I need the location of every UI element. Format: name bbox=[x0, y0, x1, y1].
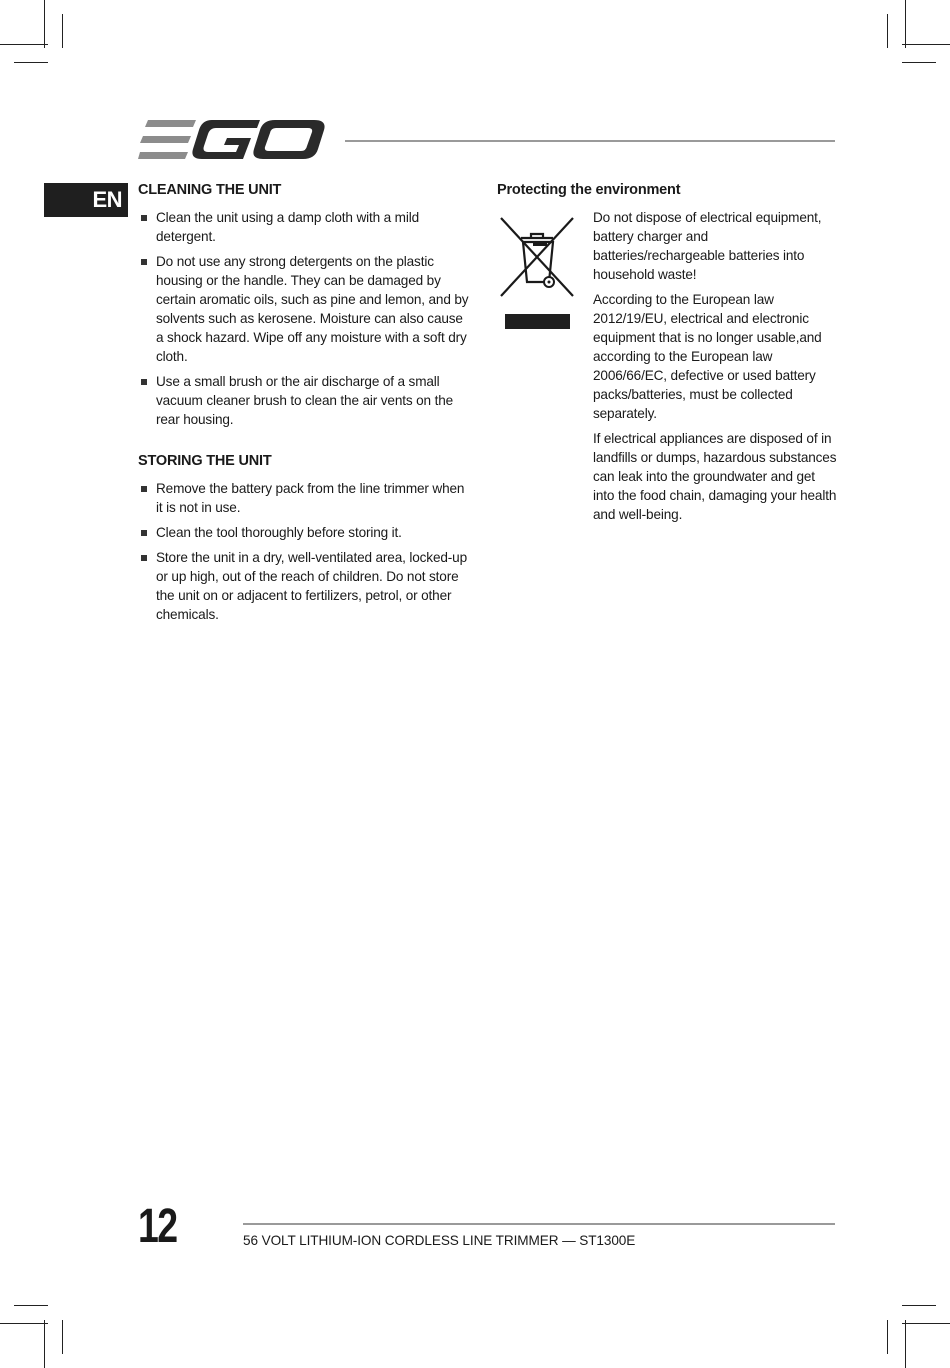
paragraph: According to the European law 2012/19/EU, electrical and electronic equipment that is no longer usable,and according to the European law 2006/66/EC, defective or used battery packs/batteries, must be collected separately. bbox=[593, 292, 822, 421]
environment-section bbox=[497, 208, 839, 524]
environment-text bbox=[593, 208, 839, 524]
list-item: Clean the tool thoroughly before storing it. bbox=[138, 523, 470, 542]
crop-mark bbox=[14, 1305, 48, 1306]
crop-mark bbox=[905, 0, 906, 48]
list-item: Use a small brush or the air discharge of a small vacuum cleaner brush to clean the air vents on the rear housing. bbox=[138, 372, 470, 429]
crop-mark bbox=[902, 1323, 950, 1324]
list-item: Clean the unit using a damp cloth with a mild detergent. bbox=[138, 208, 470, 246]
crop-mark bbox=[44, 0, 45, 48]
ego-logo bbox=[138, 118, 328, 162]
list-item: Remove the battery pack from the line trimmer when it is not in use. bbox=[138, 479, 470, 517]
cleaning-list bbox=[138, 208, 470, 429]
crop-mark bbox=[44, 1320, 45, 1368]
cleaning-heading: CLEANING THE UNIT bbox=[138, 182, 282, 198]
list-item: Do not use any strong detergents on the plastic housing or the handle. They can be damaged by certain aromatic oils, such as pine and lemon, and by solvents such as kerosene. Moisture can also cause a shock hazard. Wipe off any moisture with a soft dry cloth. bbox=[138, 252, 470, 366]
crop-mark bbox=[902, 1305, 936, 1306]
environment-heading: Protecting the environment bbox=[497, 182, 681, 198]
crop-mark bbox=[0, 1323, 48, 1324]
crop-mark bbox=[62, 1320, 63, 1354]
crossed-out-wheelie-bin-icon bbox=[497, 212, 575, 342]
crop-mark bbox=[902, 44, 950, 45]
right-column bbox=[497, 180, 839, 530]
crop-mark bbox=[887, 1320, 888, 1354]
left-column bbox=[138, 180, 470, 630]
footer-product-line: 56 VOLT LITHIUM-ION CORDLESS LINE TRIMMER — ST1300E bbox=[243, 1233, 636, 1248]
page-number: 12 bbox=[138, 1200, 177, 1253]
storing-list bbox=[138, 479, 470, 624]
language-tab: EN bbox=[44, 183, 128, 217]
crop-mark bbox=[62, 14, 63, 48]
list-item: Store the unit in a dry, well-ventilated area, locked-up or up high, out of the reach of children. Do not store the unit on or adjacent to fertilizers, petrol, or other chemicals. bbox=[138, 548, 470, 624]
crop-mark bbox=[905, 1320, 906, 1368]
crop-mark bbox=[14, 62, 48, 63]
paragraph: If electrical appliances are disposed of in landfills or dumps, hazardous substances can leak into the groundwater and get into the food chain, damaging your health and well-being. bbox=[593, 431, 837, 522]
crop-mark bbox=[887, 14, 888, 48]
crop-mark bbox=[902, 62, 936, 63]
footer-rule bbox=[243, 1223, 835, 1225]
storing-heading: STORING THE UNIT bbox=[138, 453, 272, 469]
crop-mark bbox=[0, 44, 48, 45]
paragraph: Do not dispose of electrical equipment, battery charger and batteries/rechargeable batteries into household waste! bbox=[593, 210, 822, 282]
header-rule bbox=[345, 140, 835, 142]
